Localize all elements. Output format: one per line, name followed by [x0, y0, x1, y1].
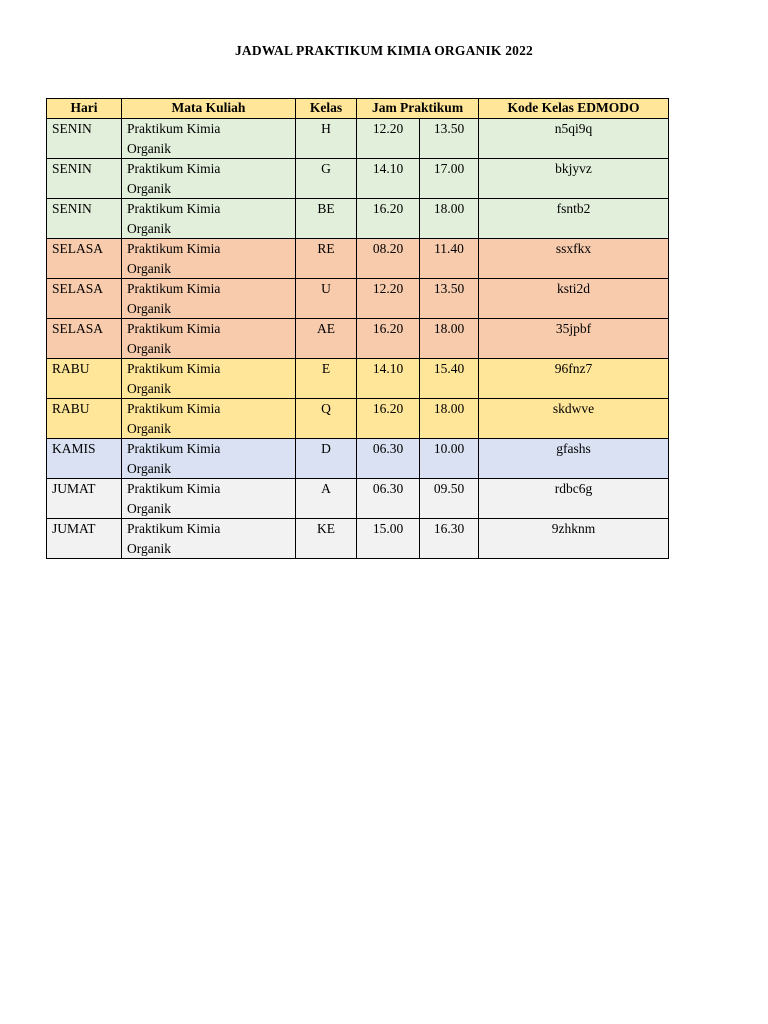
- jam-selesai-text: 18.00: [433, 201, 465, 216]
- table-header-row: [47, 99, 669, 119]
- cell-mata-kuliah: [122, 279, 296, 319]
- jam-selesai-text: 13.50: [433, 121, 465, 136]
- cell-kode-kelas: [479, 359, 669, 399]
- cell-hari: [47, 359, 122, 399]
- cell-jam-selesai: [420, 159, 479, 199]
- cell-hari: [47, 119, 122, 159]
- header-kelas: Kelas: [296, 99, 357, 119]
- mata-kuliah-line-2: Organik: [127, 220, 171, 236]
- kelas-text: E: [321, 361, 331, 376]
- cell-kelas: [296, 399, 357, 439]
- cell-hari: [47, 479, 122, 519]
- cell-kode-kelas: [479, 399, 669, 439]
- cell-hari: [47, 239, 122, 279]
- cell-jam-mulai: [357, 319, 420, 359]
- cell-kelas: [296, 279, 357, 319]
- table-row: [47, 239, 669, 279]
- cell-jam-mulai: [357, 399, 420, 439]
- mata-kuliah-line-1: Praktikum Kimia: [127, 401, 221, 416]
- cell-hari: [47, 199, 122, 239]
- jam-mulai-text: 16.20: [372, 201, 404, 216]
- mata-kuliah-line-1: Praktikum Kimia: [127, 281, 221, 296]
- kode-kelas-text: 35jpbf: [555, 321, 592, 336]
- kode-kelas-text: n5qi9q: [554, 121, 593, 136]
- cell-kelas: [296, 439, 357, 479]
- kode-kelas-text: 96fnz7: [554, 361, 593, 376]
- schedule-table: [46, 98, 669, 559]
- page-title: JADWAL PRAKTIKUM KIMIA ORGANIK 2022: [234, 43, 533, 58]
- cell-kelas: [296, 519, 357, 559]
- table-row: [47, 479, 669, 519]
- cell-jam-selesai: [420, 239, 479, 279]
- table-row: [47, 359, 669, 399]
- cell-jam-selesai: [420, 279, 479, 319]
- table-row: [47, 119, 669, 159]
- cell-jam-mulai: [357, 519, 420, 559]
- cell-mata-kuliah: [122, 119, 296, 159]
- cell-jam-mulai: [357, 119, 420, 159]
- cell-kode-kelas: [479, 279, 669, 319]
- cell-kelas: [296, 199, 357, 239]
- kode-kelas-text: ssxfkx: [555, 241, 592, 256]
- header-jam-praktikum: Jam Praktikum: [357, 99, 479, 119]
- cell-hari: [47, 279, 122, 319]
- kode-kelas-text: skdwve: [552, 401, 595, 416]
- kode-kelas-text: gfashs: [556, 441, 591, 456]
- jam-selesai-text: 15.40: [433, 361, 465, 376]
- hari-text: SENIN: [52, 201, 92, 216]
- hari-text: RABU: [52, 361, 90, 376]
- kode-kelas-text: 9zhknm: [551, 521, 596, 536]
- cell-kelas: [296, 119, 357, 159]
- cell-jam-selesai: [420, 399, 479, 439]
- jam-selesai-text: 16.30: [433, 521, 465, 536]
- kelas-text: Q: [321, 401, 331, 416]
- mata-kuliah-line-2: Organik: [127, 540, 171, 556]
- hari-text: SENIN: [52, 121, 92, 136]
- mata-kuliah-line-2: Organik: [127, 340, 171, 356]
- kelas-text: KE: [317, 521, 335, 536]
- cell-jam-selesai: [420, 439, 479, 479]
- kode-kelas-text: ksti2d: [556, 281, 590, 296]
- mata-kuliah-line-2: Organik: [127, 300, 171, 316]
- table-row: [47, 199, 669, 239]
- cell-jam-mulai: [357, 239, 420, 279]
- cell-jam-mulai: [357, 199, 420, 239]
- jam-selesai-text: 09.50: [433, 481, 465, 496]
- kelas-text: A: [321, 481, 331, 496]
- cell-kelas: [296, 319, 357, 359]
- mata-kuliah-line-2: Organik: [127, 180, 171, 196]
- cell-jam-selesai: [420, 119, 479, 159]
- hari-text: RABU: [52, 401, 90, 416]
- kelas-text: H: [321, 121, 331, 136]
- table-row: [47, 159, 669, 199]
- cell-mata-kuliah: [122, 199, 296, 239]
- kelas-text: AE: [317, 321, 335, 336]
- hari-text: SELASA: [52, 281, 104, 296]
- mata-kuliah-line-2: Organik: [127, 460, 171, 476]
- table-row: [47, 399, 669, 439]
- hari-text: JUMAT: [52, 481, 96, 496]
- hari-text: JUMAT: [52, 521, 96, 536]
- cell-mata-kuliah: [122, 479, 296, 519]
- jam-selesai-text: 17.00: [433, 161, 465, 176]
- cell-hari: [47, 519, 122, 559]
- cell-mata-kuliah: [122, 399, 296, 439]
- jam-selesai-text: 13.50: [433, 281, 465, 296]
- mata-kuliah-line-2: Organik: [127, 260, 171, 276]
- mata-kuliah-line-2: Organik: [127, 500, 171, 516]
- table-row: [47, 279, 669, 319]
- cell-jam-selesai: [420, 319, 479, 359]
- mata-kuliah-line-2: Organik: [127, 380, 171, 396]
- jam-selesai-text: 10.00: [433, 441, 465, 456]
- mata-kuliah-line-2: Organik: [127, 140, 171, 156]
- cell-jam-selesai: [420, 359, 479, 399]
- cell-mata-kuliah: [122, 239, 296, 279]
- cell-kode-kelas: [479, 319, 669, 359]
- cell-mata-kuliah: [122, 319, 296, 359]
- cell-hari: [47, 159, 122, 199]
- cell-kode-kelas: [479, 119, 669, 159]
- table-row: [47, 519, 669, 559]
- jam-mulai-text: 14.10: [372, 161, 404, 176]
- mata-kuliah-line-1: Praktikum Kimia: [127, 361, 221, 376]
- mata-kuliah-line-1: Praktikum Kimia: [127, 481, 221, 496]
- kode-kelas-text: rdbc6g: [554, 481, 593, 496]
- jam-selesai-text: 18.00: [433, 401, 465, 416]
- cell-jam-mulai: [357, 159, 420, 199]
- mata-kuliah-line-1: Praktikum Kimia: [127, 441, 221, 456]
- mata-kuliah-line-1: Praktikum Kimia: [127, 521, 221, 536]
- cell-jam-mulai: [357, 479, 420, 519]
- cell-jam-selesai: [420, 519, 479, 559]
- cell-jam-selesai: [420, 199, 479, 239]
- mata-kuliah-line-1: Praktikum Kimia: [127, 201, 221, 216]
- header-kode-kelas: Kode Kelas EDMODO: [479, 99, 669, 119]
- hari-text: KAMIS: [52, 441, 96, 456]
- jam-mulai-text: 14.10: [372, 361, 404, 376]
- header-mata-kuliah: Mata Kuliah: [122, 99, 296, 119]
- cell-hari: [47, 439, 122, 479]
- cell-kode-kelas: [479, 479, 669, 519]
- cell-mata-kuliah: [122, 439, 296, 479]
- jam-mulai-text: 06.30: [372, 481, 404, 496]
- hari-text: SELASA: [52, 321, 104, 336]
- hari-text: SENIN: [52, 161, 92, 176]
- jam-mulai-text: 06.30: [372, 441, 404, 456]
- cell-hari: [47, 319, 122, 359]
- mata-kuliah-line-1: Praktikum Kimia: [127, 321, 221, 336]
- cell-jam-mulai: [357, 439, 420, 479]
- kelas-text: RE: [317, 241, 335, 256]
- cell-kode-kelas: [479, 239, 669, 279]
- cell-kode-kelas: [479, 199, 669, 239]
- kelas-text: D: [321, 441, 331, 456]
- mata-kuliah-line-1: Praktikum Kimia: [127, 241, 221, 256]
- jam-mulai-text: 16.20: [372, 321, 404, 336]
- jam-mulai-text: 12.20: [372, 121, 404, 136]
- cell-jam-selesai: [420, 479, 479, 519]
- cell-kelas: [296, 479, 357, 519]
- kelas-text: BE: [317, 201, 335, 216]
- kelas-text: U: [321, 281, 331, 296]
- jam-selesai-text: 11.40: [434, 241, 464, 256]
- jam-mulai-text: 16.20: [372, 401, 404, 416]
- cell-jam-mulai: [357, 359, 420, 399]
- hari-text: SELASA: [52, 241, 104, 256]
- table-row: [47, 319, 669, 359]
- cell-mata-kuliah: [122, 519, 296, 559]
- mata-kuliah-line-1: Praktikum Kimia: [127, 121, 221, 136]
- jam-mulai-text: 12.20: [372, 281, 404, 296]
- kode-kelas-text: bkjyvz: [555, 161, 592, 176]
- cell-kode-kelas: [479, 519, 669, 559]
- kode-kelas-text: fsntb2: [556, 201, 591, 216]
- table-row: [47, 439, 669, 479]
- mata-kuliah-line-1: Praktikum Kimia: [127, 161, 221, 176]
- cell-kelas: [296, 159, 357, 199]
- header-hari: Hari: [47, 99, 122, 119]
- cell-hari: [47, 399, 122, 439]
- cell-kelas: [296, 239, 357, 279]
- cell-kode-kelas: [479, 159, 669, 199]
- cell-kode-kelas: [479, 439, 669, 479]
- cell-mata-kuliah: [122, 159, 296, 199]
- cell-mata-kuliah: [122, 359, 296, 399]
- kelas-text: G: [321, 161, 331, 176]
- jam-mulai-text: 08.20: [372, 241, 404, 256]
- cell-kelas: [296, 359, 357, 399]
- jam-mulai-text: 15.00: [372, 521, 404, 536]
- cell-jam-mulai: [357, 279, 420, 319]
- jam-selesai-text: 18.00: [433, 321, 465, 336]
- mata-kuliah-line-2: Organik: [127, 420, 171, 436]
